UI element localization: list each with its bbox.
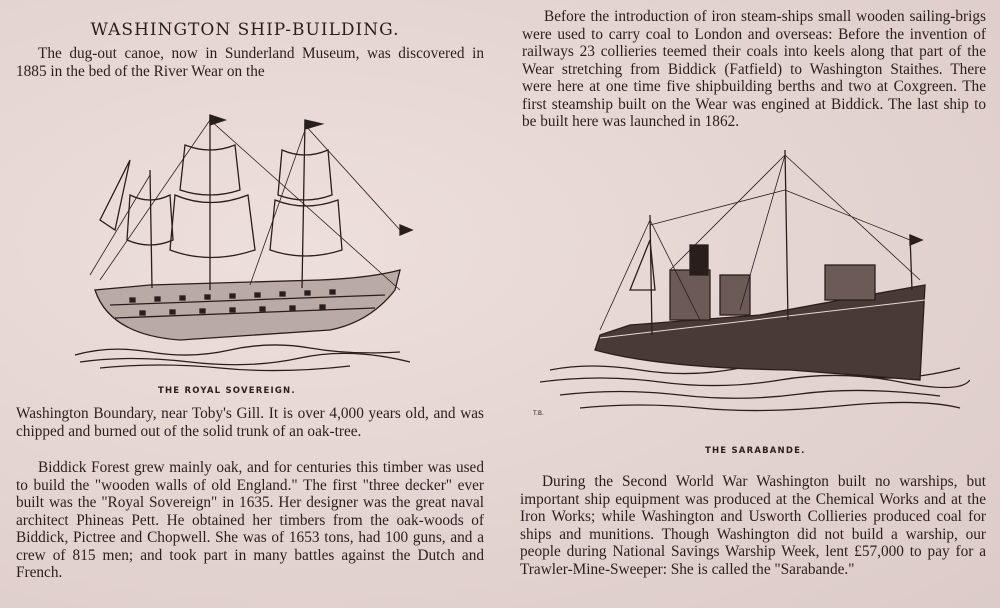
war-paragraph: During the Second World War Washington built no warships, but important ship equipment was produced at the Chemical Works and at the Iron Works; while Washington and Usworth Collieries produced coal for ships and munitions. Though Washington did not build a warship, our people during National Savings Warship Week, lent £57,000 to pay for a Trawler-Mine-Sweeper: She is called the "Sarabande." [520,473,986,578]
intro-paragraph: The dug-out canoe, now in Sunderland Museum, was discovered in 1885 in the bed of the River Wear on the [16,45,484,80]
artist-mark: T.B. [533,410,544,417]
biddick-forest-paragraph: Biddick Forest grew mainly oak, and for centuries this timber was used to build the "wooden walls of old England." The first "three decker" ever built was the "Royal Sovereign" in 1635. Her designer was the great naval architect Phineas Pett. He obtained her timbers from the oak-woods of Biddick, Pictree and Chopwell. She was of 1653 tons, had 100 guns, and a crew of 815 men; and took part in many battles against the Dutch and French. [16,459,484,581]
boundary-paragraph: Washington Boundary, near Toby's Gill. It is over 4,000 years old, and was chipped and burned out of the solid trunk of an oak-tree. [16,405,484,440]
sarabande-illustration [540,150,970,440]
steamships-paragraph: Before the introduction of iron steam-ships small wooden sailing-brigs were used to carry coal to London and overseas: Before the invention of railways 23 collieries teemed their coals into keels along that part of the Wear stretching from Biddick (Fatfield) to Washington Staithes. There were here at one time five shipbuilding berths and two at Coxgreen. The first steamship built on the Wear was engined at Biddick. The last ship to be built here was launched in 1862. [522,8,986,130]
caption-royal-sovereign: THE ROYAL SOVEREIGN. [158,386,296,396]
caption-sarabande: THE SARABANDE. [705,446,806,456]
royal-sovereign-illustration [70,100,420,380]
page-title: WASHINGTON SHIP-BUILDING. [90,20,400,40]
